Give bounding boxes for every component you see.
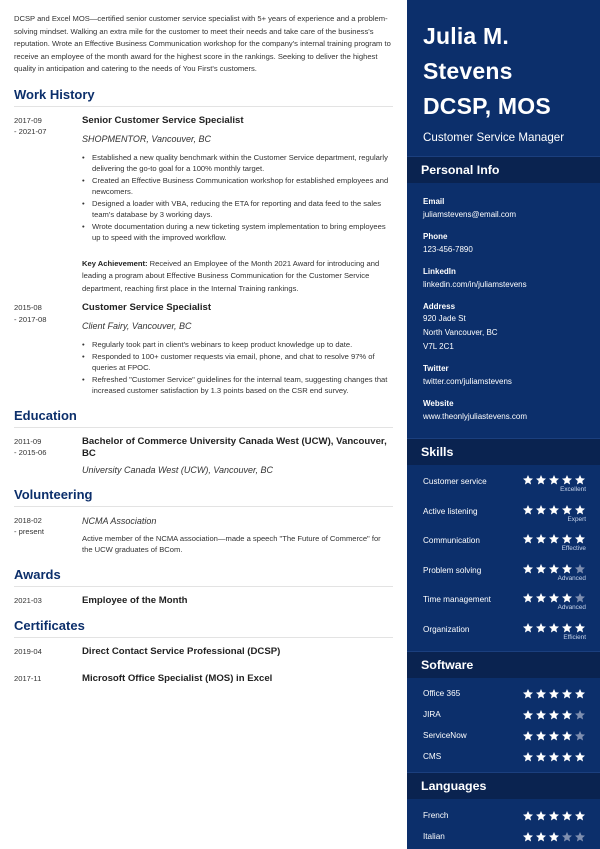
- skills-item: [407, 592, 600, 622]
- website-value[interactable]: www.theonlyjuliastevens.com: [423, 412, 528, 421]
- star-icon: [574, 709, 586, 721]
- volunteering-entry: [14, 515, 393, 556]
- software-item: [407, 704, 600, 725]
- certificate-entry: [14, 646, 393, 658]
- skills-list: [407, 465, 600, 651]
- email-value[interactable]: juliamstevens@email.com: [423, 210, 517, 219]
- star-icon: [522, 563, 534, 575]
- skill-level: Efficient: [563, 633, 586, 641]
- skill-level: Expert: [567, 515, 586, 523]
- star-rating: [522, 730, 586, 742]
- candidate-name: [407, 0, 600, 124]
- star-icon: [535, 622, 547, 634]
- software-item: [407, 746, 600, 767]
- list-item: • Designed a loader with VBA, reducing the ETA for reporting and data feed to the sales team's database by 3 working days.: [82, 198, 393, 221]
- work-dates: 2017-09 - 2021-07: [14, 115, 47, 137]
- star-icon: [561, 810, 573, 822]
- linkedin-value[interactable]: linkedin.com/in/juliamstevens: [423, 280, 527, 289]
- star-icon: [522, 504, 534, 516]
- star-rating: [522, 810, 586, 822]
- award-title: Employee of the Month: [82, 594, 188, 606]
- volunteering-description: Active member of the NCMA association—made a speech "The Future of Commerce" for the UCW graduates of BCom.: [82, 533, 381, 555]
- certificate-title: Microsoft Office Specialist (MOS) in Excel: [82, 672, 273, 684]
- star-rating: [522, 504, 586, 516]
- software-name: CMS: [423, 752, 442, 761]
- languages-name: French: [423, 811, 449, 820]
- rating: [522, 751, 586, 763]
- skills-item: [407, 504, 600, 534]
- star-rating: [522, 831, 586, 843]
- section-title-certificates: Certificates: [14, 618, 393, 638]
- section-title-work-history: Work History: [14, 87, 393, 107]
- star-icon: [574, 533, 586, 545]
- rating: [522, 688, 586, 700]
- website-label: Website: [423, 399, 454, 408]
- volunteering-dates: 2018-02 - present: [14, 515, 44, 537]
- skill-level: Excellent: [560, 486, 586, 493]
- star-icon: [548, 810, 560, 822]
- star-icon: [522, 810, 534, 822]
- star-rating: [522, 709, 586, 721]
- rating: [522, 592, 586, 611]
- section-title-awards: Awards: [14, 567, 393, 587]
- star-icon: [561, 622, 573, 634]
- star-icon: [535, 831, 547, 843]
- certificate-date: 2017-11: [14, 673, 42, 683]
- star-icon: [522, 709, 534, 721]
- address-line: V7L 2C1: [423, 342, 454, 351]
- software-name: JIRA: [423, 710, 441, 719]
- section-title-education: Education: [14, 408, 393, 428]
- software-list: [407, 678, 600, 767]
- star-icon: [548, 622, 560, 634]
- star-icon: [548, 831, 560, 843]
- star-icon: [535, 533, 547, 545]
- job-title: Senior Customer Service Specialist: [82, 114, 244, 126]
- star-icon: [522, 474, 534, 486]
- star-icon: [535, 688, 547, 700]
- software-name: Office 365: [423, 689, 461, 698]
- star-icon: [561, 730, 573, 742]
- degree-title: Bachelor of Commerce University Canada West (UCW), Vancouver, BC: [82, 435, 387, 459]
- linkedin-label: LinkedIn: [423, 267, 456, 276]
- star-icon: [561, 504, 573, 516]
- star-icon: [548, 474, 560, 486]
- work-dates: 2015-08 - 2017-08: [14, 303, 47, 324]
- star-icon: [548, 730, 560, 742]
- star-icon: [522, 688, 534, 700]
- address-label: Address: [423, 302, 456, 311]
- star-icon: [522, 751, 534, 763]
- skills-name: Time management: [423, 595, 491, 604]
- star-rating: [522, 751, 586, 763]
- job-title: Customer Service Specialist: [82, 302, 212, 314]
- star-icon: [561, 563, 573, 575]
- section-title-personal-info: Personal Info: [407, 156, 600, 183]
- responsibilities-list: [82, 152, 393, 244]
- star-icon: [522, 533, 534, 545]
- star-icon: [561, 831, 573, 843]
- software-item: [407, 683, 600, 704]
- star-icon: [574, 474, 586, 486]
- list-item: • Regularly took part in client's webinars to keep product knowledge up to date.: [82, 339, 393, 351]
- star-icon: [574, 563, 586, 575]
- star-icon: [535, 751, 547, 763]
- address-line: North Vancouver, BC: [423, 328, 498, 337]
- rating: [522, 533, 586, 552]
- star-icon: [522, 730, 534, 742]
- rating: [522, 730, 586, 742]
- star-icon: [574, 688, 586, 700]
- star-rating: [522, 688, 586, 700]
- responsibilities-list: [82, 339, 393, 397]
- skills-name: Communication: [423, 536, 480, 545]
- star-icon: [548, 592, 560, 604]
- company: Client Fairy, Vancouver, BC: [82, 321, 192, 332]
- skills-name: Problem solving: [423, 565, 482, 575]
- rating: [522, 831, 586, 843]
- phone-label: Phone: [423, 232, 448, 241]
- award-date: 2021-03: [14, 595, 42, 605]
- list-item: • Wrote documentation during a new ticketing system implementation to bring employees up to speed with the improved workflow.: [82, 221, 393, 244]
- rating: [522, 810, 586, 822]
- key-achievement-label: Key Achievement:: [82, 258, 148, 268]
- languages-item: [407, 805, 600, 826]
- star-icon: [548, 563, 560, 575]
- job-role: Customer Service Manager: [423, 131, 565, 144]
- star-icon: [561, 592, 573, 604]
- star-icon: [561, 474, 573, 486]
- list-item: • Refreshed "Customer Service" guidelines for the internal team, suggesting changes that increased customer satisfaction by 1.3 points based on the CSR end survey.: [82, 374, 393, 397]
- list-item: • Established a new quality benchmark within the Customer Service department, regularly delivering the go-to goal for a 100% monthly target.: [82, 152, 393, 175]
- star-icon: [561, 533, 573, 545]
- phone-value[interactable]: 123-456-7890: [423, 245, 473, 254]
- star-icon: [561, 688, 573, 700]
- star-rating: [522, 474, 586, 486]
- star-icon: [548, 533, 560, 545]
- skills-item: [407, 533, 600, 563]
- organization: NCMA Association: [82, 515, 157, 526]
- star-icon: [535, 810, 547, 822]
- software-item: [407, 725, 600, 746]
- sidebar: [407, 0, 600, 849]
- rating: [522, 709, 586, 721]
- skills-item: [407, 474, 600, 504]
- skills-name: Organization: [423, 624, 470, 634]
- star-icon: [522, 592, 534, 604]
- name-line: Julia M.: [423, 23, 509, 49]
- profile-summary: DCSP and Excel MOS—certified senior customer service specialist with 5+ years of experience and a problem-solving mindset. Walking an extra mile for the customer to meet their needs and take care of the business's reputation. Wrote an Effective Business Communication workshop for the company's internal training program to receive an employee of the month award for the highest score in the rankings. Seeking to deliver the highest quality in anticipation and catering to the needs of You First's customers.: [14, 14, 391, 74]
- rating: [522, 563, 586, 582]
- certificate-date: 2019-04: [14, 646, 42, 656]
- work-entry: [14, 302, 393, 397]
- section-title-skills: Skills: [407, 438, 600, 465]
- education-dates: 2011-09 - 2015-06: [14, 436, 47, 458]
- star-icon: [522, 831, 534, 843]
- star-rating: [522, 533, 586, 545]
- company: SHOPMENTOR, Vancouver, BC: [82, 133, 212, 144]
- section-title-languages: Languages: [407, 772, 600, 799]
- star-icon: [574, 730, 586, 742]
- star-icon: [535, 709, 547, 721]
- list-item: • Responded to 100+ customer requests via email, phone, and chat to resolve 97% of queries at FPOC.: [82, 351, 393, 374]
- star-icon: [574, 810, 586, 822]
- star-rating: [522, 563, 586, 575]
- star-icon: [561, 751, 573, 763]
- twitter-label: Twitter: [423, 364, 449, 373]
- star-icon: [535, 730, 547, 742]
- skill-level: Advanced: [557, 604, 586, 611]
- star-icon: [535, 504, 547, 516]
- star-icon: [535, 474, 547, 486]
- email-label: Email: [423, 197, 445, 206]
- star-rating: [522, 622, 586, 634]
- education-entry: [14, 436, 393, 476]
- certificate-title: Direct Contact Service Professional (DCSP): [82, 645, 281, 657]
- certificate-entry: [14, 673, 393, 685]
- star-icon: [548, 751, 560, 763]
- star-icon: [535, 592, 547, 604]
- twitter-value[interactable]: twitter.com/juliamstevens: [423, 377, 512, 386]
- section-title-software: Software: [407, 651, 600, 678]
- school: University Canada West (UCW), Vancouver, BC: [82, 464, 274, 475]
- address-line: 920 Jade St: [423, 314, 466, 323]
- list-item: • Created an Effective Business Communication workshop for established employees and newcomers.: [82, 175, 393, 198]
- skills-item: [407, 563, 600, 593]
- skill-level: Advanced: [557, 574, 586, 582]
- key-achievement: [82, 258, 393, 295]
- star-icon: [548, 688, 560, 700]
- award-entry: [14, 595, 393, 607]
- software-name: ServiceNow: [423, 731, 467, 740]
- rating: [522, 622, 586, 641]
- languages-item: [407, 826, 600, 847]
- rating: [522, 474, 586, 493]
- star-icon: [574, 592, 586, 604]
- star-icon: [548, 504, 560, 516]
- work-entry: [14, 115, 393, 295]
- personal-info: [407, 183, 600, 424]
- name-line: DCSP, MOS: [423, 93, 551, 119]
- star-icon: [574, 622, 586, 634]
- rating: [522, 504, 586, 523]
- star-rating: [522, 592, 586, 604]
- name-line: Stevens: [423, 58, 513, 84]
- key-achievement-text: Received an Employee of the Month 2021 Award for introducing and leading a program about Effective Business Communication for the Customer Service department, reaching first place in the Internal Training rankings.: [82, 258, 380, 293]
- section-title-volunteering: Volunteering: [14, 487, 393, 507]
- star-icon: [522, 622, 534, 634]
- star-icon: [574, 831, 586, 843]
- star-icon: [574, 751, 586, 763]
- skill-level: Effective: [561, 545, 586, 552]
- languages-name: Italian: [423, 832, 445, 841]
- skills-name: Customer service: [423, 477, 487, 486]
- languages-list: [407, 799, 600, 847]
- star-icon: [548, 709, 560, 721]
- star-icon: [574, 504, 586, 516]
- star-icon: [535, 563, 547, 575]
- skills-name: Active listening: [423, 506, 478, 516]
- skills-item: [407, 622, 600, 652]
- star-icon: [561, 709, 573, 721]
